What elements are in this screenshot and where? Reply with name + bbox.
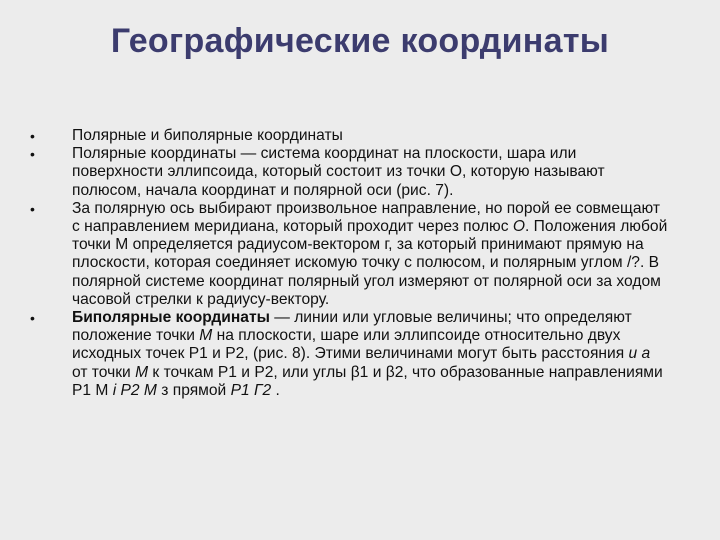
bullet-text: Полярные координаты — система координат на плоскости, шара или поверхности эллипсоида, который состоит из точки О, которую называют полюсом, начала координат и полярной оси (рис. 7).: [72, 145, 605, 199]
bullet-text-italic: М: [199, 327, 213, 345]
bullet-marker: •: [30, 128, 35, 144]
bullet-marker: •: [30, 146, 35, 163]
bullet-text-italic: і Р2 М: [112, 381, 157, 399]
bullet-text-italic: и: [628, 345, 638, 363]
bullet-text: на плоскости, шаре или эллипсоиде относительно двух исходных точек Р1 и Р2, (рис. 8). Этими величинами могут быть расстояния: [72, 327, 629, 363]
bullet-text-italic: Р1 Г2: [230, 381, 272, 399]
bullet-text-italic: О: [512, 218, 526, 236]
bullet-item: [30, 145, 670, 200]
bullet-text: За полярную ось выбирают произвольное направление, но порой ее совмещают с направлением меридиана, который проходит через полюс: [72, 199, 661, 236]
bullet-text: к точкам Р1 и Р2, или углы β1 и β2, что образованные направлениями Р1 М: [72, 363, 663, 399]
bullet-marker: •: [30, 310, 35, 327]
bullet-item: [30, 309, 670, 400]
bullet-text: .: [271, 381, 280, 399]
slide-title: Географические координаты: [110, 22, 610, 60]
bullet-text: з прямой: [156, 381, 231, 399]
bullet-text: . Положения любой точки М определяется радиусом-вектором г, за который принимают прямую на плоскости, которая соединяет искомую точку с полюсом, и полярным углом /?. В полярной системе координат полярный угол измеряют от полярной оси за ходом часовой стрелки к радиусу-вектору.: [72, 218, 668, 308]
bullet-marker: •: [30, 200, 35, 217]
bullet-list: [30, 127, 670, 400]
bullet-item: [30, 200, 670, 309]
bullet-text-bold: Биполярные координаты: [72, 309, 270, 327]
bullet-text: Полярные и биполярные координаты: [72, 127, 343, 144]
bullet-text: от точки: [72, 363, 136, 381]
bullet-text-italic: а: [641, 345, 651, 363]
bullet-item: [30, 127, 670, 145]
bullet-text-italic: М: [135, 363, 149, 381]
bullet-text: — линии или угловые величины; что определяют положение точки: [72, 309, 632, 345]
